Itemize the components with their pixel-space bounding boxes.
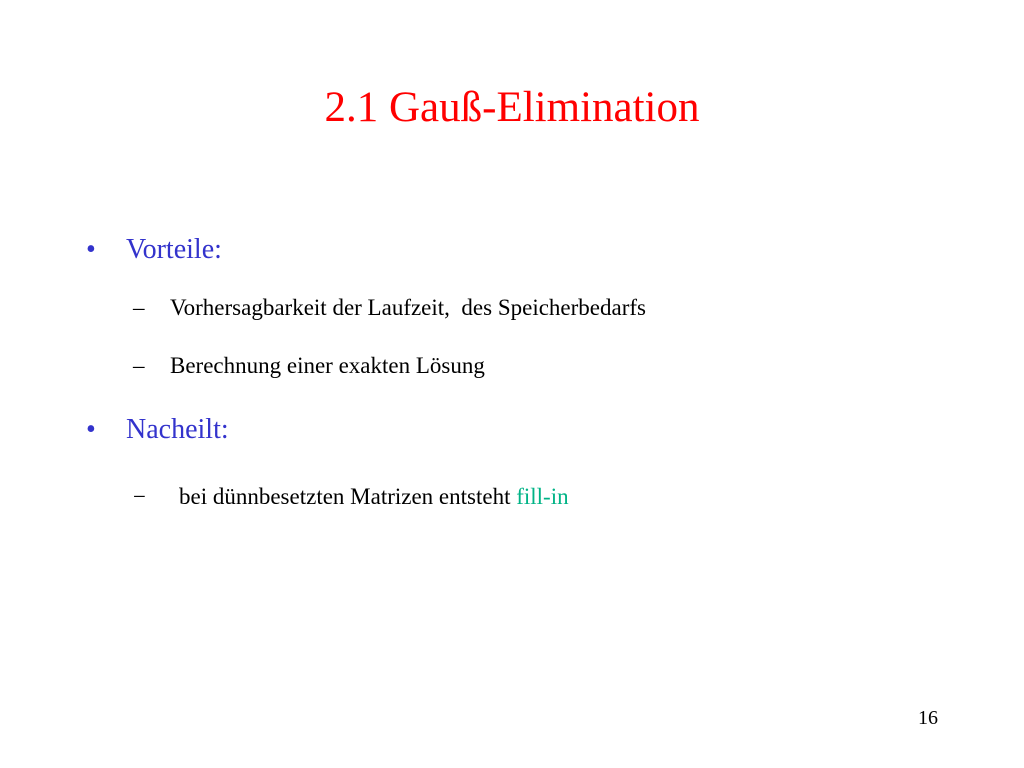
sub-item-text: Vorhersagbarkeit der Laufzeit, des Speicherbedarfs	[170, 295, 646, 320]
dash-marker: –	[133, 295, 145, 320]
fill-in-highlight: fill-in	[516, 484, 569, 509]
bullet-vorteile	[86, 232, 222, 268]
sub-item-text: bei dünnbesetzten Matrizen entsteht	[179, 484, 517, 509]
page-number: 16	[918, 707, 938, 729]
dash-marker: −	[133, 484, 146, 509]
dash-marker: –	[133, 353, 145, 378]
sub-item-loesung	[133, 351, 485, 381]
slide-title: 2.1 Gauß-Elimination	[324, 84, 700, 131]
sub-item-text: Berechnung einer exakten Lösung	[170, 353, 485, 378]
bullet-marker: •	[86, 234, 96, 265]
bullet-nacheilt	[86, 412, 229, 448]
section-heading-vorteile: Vorteile:	[126, 234, 222, 265]
sub-item-laufzeit	[133, 293, 646, 323]
bullet-marker: •	[86, 414, 96, 445]
sub-item-fill-in	[133, 482, 569, 512]
section-heading-nacheilt: Nacheilt:	[126, 414, 229, 445]
